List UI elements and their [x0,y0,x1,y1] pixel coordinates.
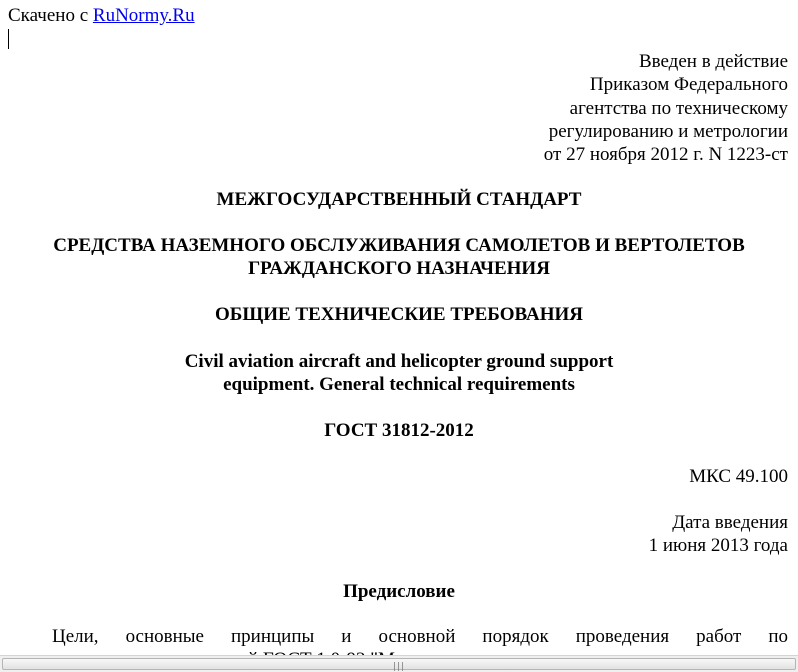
title-line: ГРАЖДАНСКОГО НАЗНАЧЕНИЯ [248,258,550,279]
introduction-date [649,511,788,557]
standard-title [0,234,798,280]
english-title-line: equipment. General technical requirements [223,374,575,395]
introduction-date-label: Дата введения [672,512,788,533]
enactment-line: агентства по техническому [569,97,788,119]
scrollbar-thumb[interactable] [2,658,796,670]
horizontal-scrollbar[interactable] [0,655,798,672]
gost-number: ГОСТ 31812-2012 [324,420,474,441]
source-prefix: Скачено с [8,5,93,26]
enactment-line: Приказом Федерального [589,74,788,96]
scrollbar-grip-icon: ||| [392,662,406,672]
english-title-line: Civil aviation aircraft and helicopter ground support [184,351,614,372]
enactment-line: Введен в действие [638,51,788,72]
standard-kind: МЕЖГОСУДАРСТВЕННЫЙ СТАНДАРТ [216,189,582,210]
text-cursor [8,29,9,49]
english-title [0,350,798,396]
mks-code: МКС 49.100 [689,466,788,487]
enactment-line: регулированию и метрологии [548,120,788,142]
introduction-date-value: 1 июня 2013 года [648,535,788,556]
standard-subtitle: ОБЩИЕ ТЕХНИЧЕСКИЕ ТРЕБОВАНИЯ [215,304,583,325]
source-note [8,5,195,27]
source-link[interactable]: RuNormy.Ru [92,5,195,26]
title-line: СРЕДСТВА НАЗЕМНОГО ОБСЛУЖИВАНИЯ САМОЛЕТОВ И ВЕРТОЛЕТОВ [53,235,745,256]
enactment-block [544,50,788,166]
foreword-paragraph-line: Цели, основные принципы и основной порядок проведения работ по [52,626,788,647]
enactment-line: от 27 ноября 2012 г. N 1223-ст [543,144,788,166]
foreword-heading: Предисловие [343,581,455,602]
